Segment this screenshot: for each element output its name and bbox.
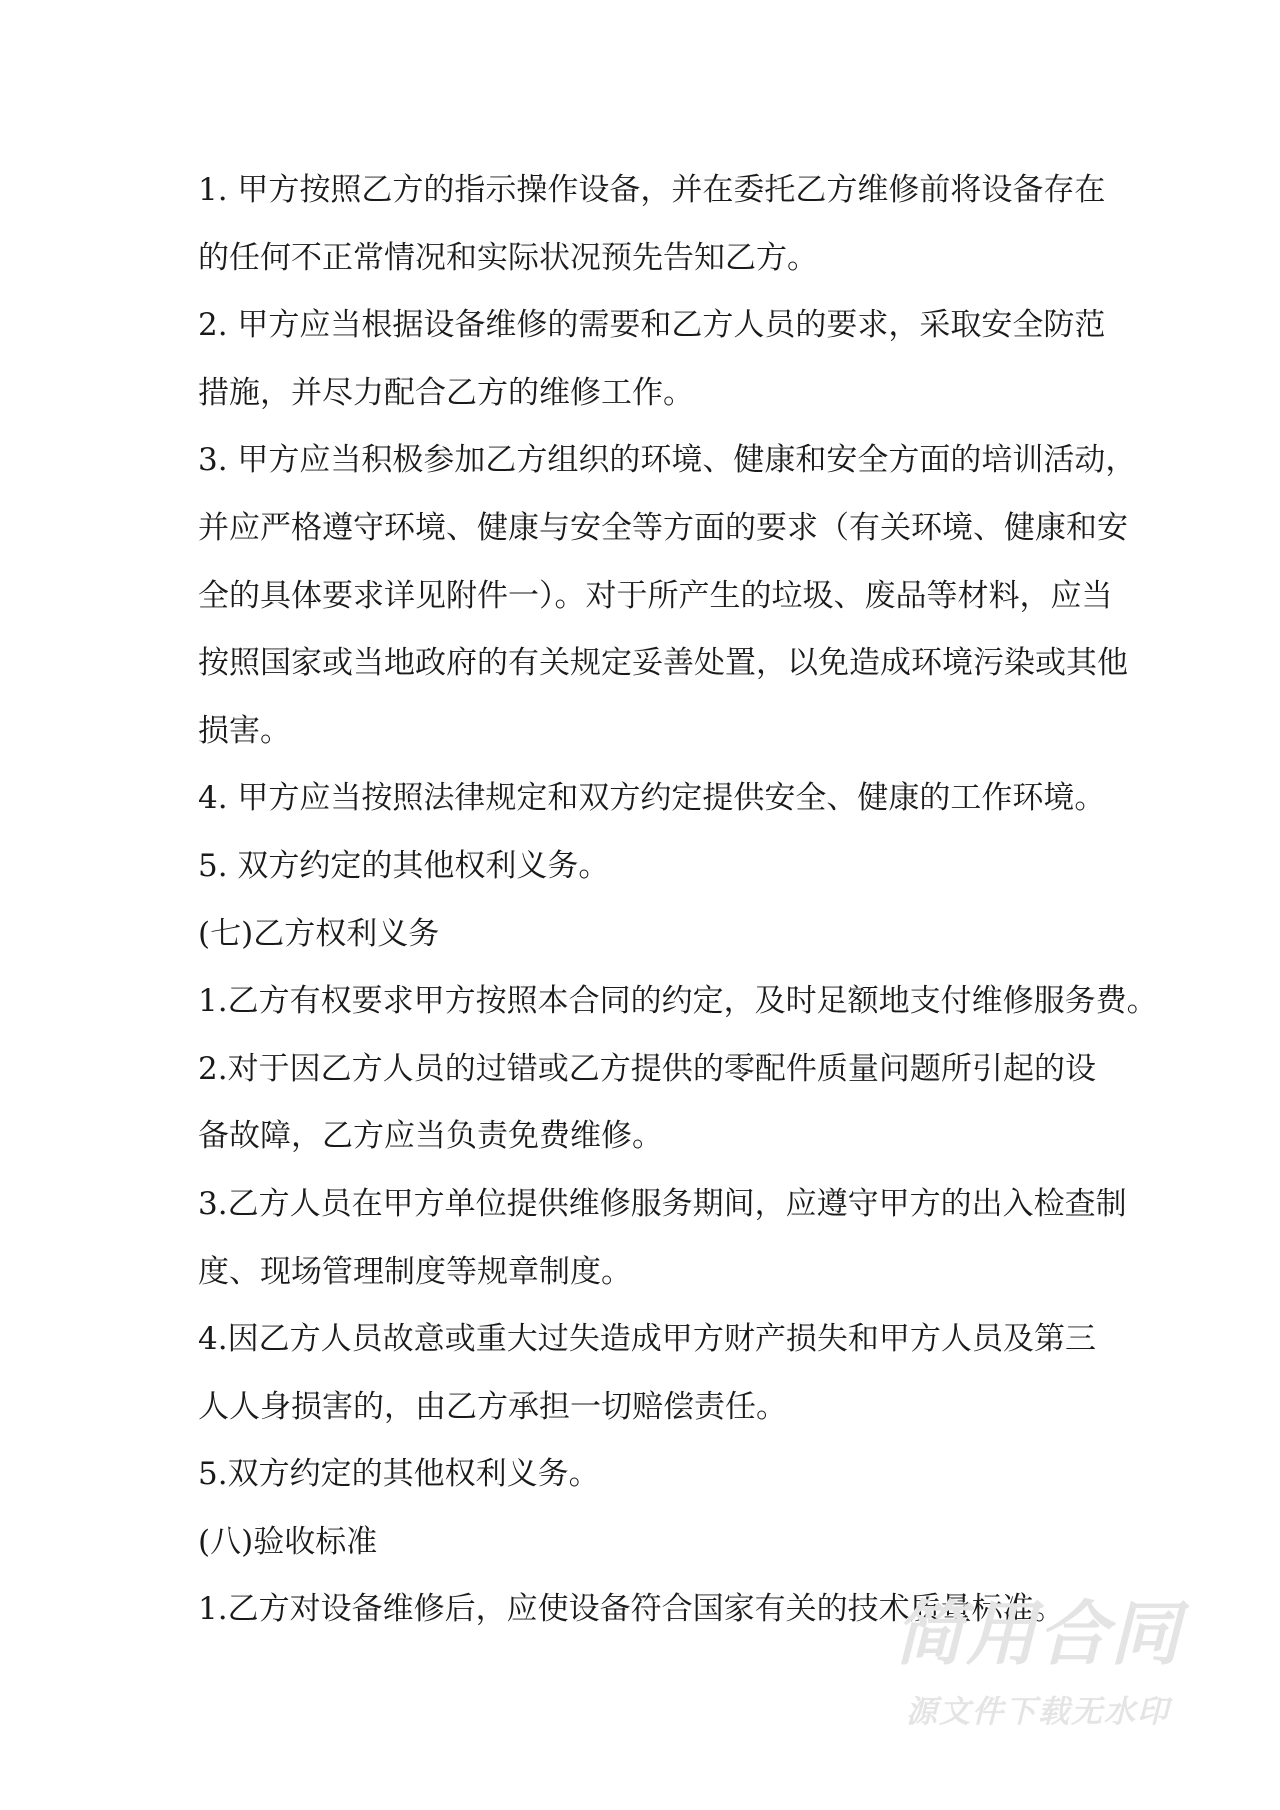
text-line: 5. 双方约定的其他权利义务。 [198,847,610,884]
text-line: (八)验收标准 [198,1523,378,1560]
text-line: 备故障，乙方应当负责免费维修。 [198,1118,663,1155]
text-line: 1. 甲方按照乙方的指示操作设备，并在委托乙方维修前将设备存在 [198,172,1106,208]
text-line: 3.乙方人员在甲方单位提供维修服务期间，应遵守甲方的出入检查制 [198,1185,1127,1222]
text-line: 全的具体要求详见附件一）。对于所产生的垃圾、废品等材料，应当 [198,577,1113,614]
document-body [198,168,1158,1655]
text-line: 按照国家或当地政府的有关规定妥善处置，以免造成环境污染或其他 [198,645,1128,682]
watermark-subtitle: 源文件下载无水印 [906,1694,1170,1730]
text-line: 3. 甲方应当积极参加乙方组织的环境、健康和安全方面的培训活动， [198,442,1137,479]
text-line: 2. 甲方应当根据设备维修的需要和乙方人员的要求，采取安全防范 [198,307,1106,344]
text-line: 并应严格遵守环境、健康与安全等方面的要求（有关环境、健康和安 [198,509,1128,546]
text-line: 2.对于因乙方人员的过错或乙方提供的零配件质量问题所引起的设 [198,1050,1096,1087]
text-line: 的任何不正常情况和实际状况预先告知乙方。 [198,239,818,276]
watermark [888,1593,1188,1732]
watermark-title: 简用合同 [894,1593,1182,1675]
text-line: (七)乙方权利义务 [198,915,440,952]
text-line: 4. 甲方应当按照法律规定和双方约定提供安全、健康的工作环境。 [198,780,1106,817]
text-line: 5.双方约定的其他权利义务。 [198,1456,600,1493]
text-line: 4.因乙方人员故意或重大过失造成甲方财产损失和甲方人员及第三 [198,1321,1096,1358]
text-line: 措施，并尽力配合乙方的维修工作。 [198,374,694,411]
text-line: 度、现场管理制度等规章制度。 [198,1253,632,1290]
text-line: 1.乙方有权要求甲方按照本合同的约定，及时足额地支付维修服务费。 [198,983,1158,1020]
text-line: 人人身损害的，由乙方承担一切赔偿责任。 [198,1388,787,1425]
text-line: 1.乙方对设备维修后，应使设备符合国家有关的技术质量标准。 [198,1591,1065,1628]
text-line: 损害。 [198,712,291,749]
